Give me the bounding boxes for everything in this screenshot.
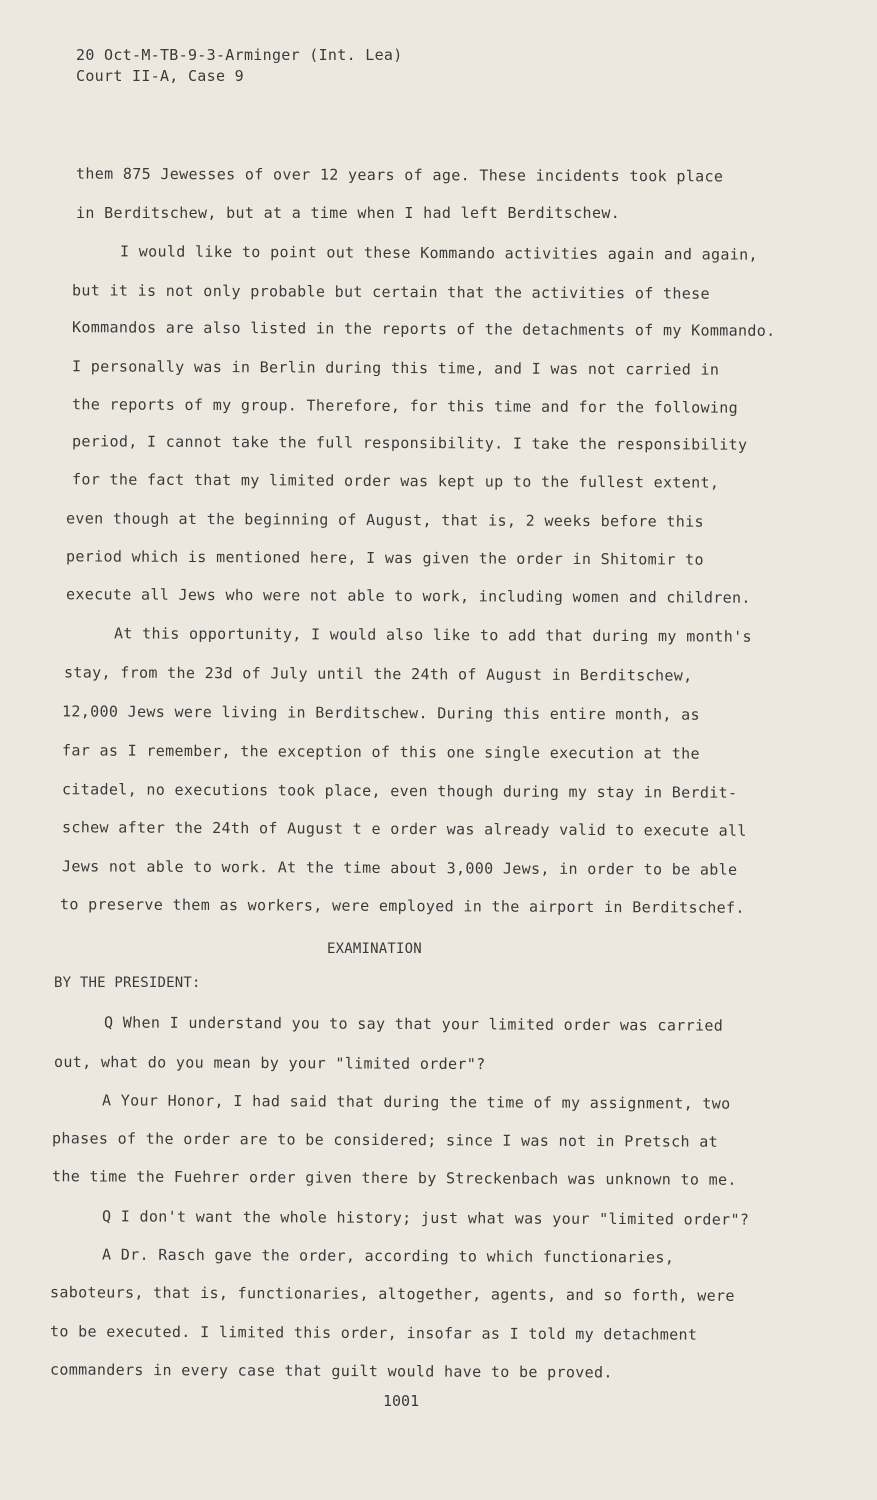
body-line: period, I cannot take the full responsibility. I take the responsibility: [71, 432, 748, 454]
body-line: At this opportunity, I would also like to add that during my month's: [113, 624, 752, 646]
body-line: stay, from the 23d of July until the 24th of August in Berditschew,: [63, 663, 693, 685]
by-the-president-heading: BY THE PRESIDENT:: [54, 975, 201, 991]
body-line: I personally was in Berlin during this time, and I was not carried in: [71, 357, 720, 379]
qa-line: the time the Fuehrer order given there by Streckenbach was unknown to me.: [51, 1167, 737, 1189]
qa-line: out, what do you mean by your "limited order"?: [53, 1052, 486, 1074]
body-line: the reports of my group. Therefore, for this time and for the following: [71, 395, 739, 417]
qa-line: phases of the order are to be considered; since I was not in Pretsch at: [51, 1129, 719, 1151]
body-line: Jews not able to work. At the time about 3,000 Jews, in order to be able: [61, 857, 738, 879]
examination-heading: EXAMINATION: [327, 941, 422, 957]
body-line: Kommandos are also listed in the reports of the detachments of my Kommando.: [71, 318, 776, 340]
body-line: far as I remember, the exception of this one single execution at the: [61, 741, 700, 763]
body-line: I would like to point out these Kommando activities again and again,: [119, 242, 758, 264]
qa-line: A Your Honor, I had said that during the time of my assignment, two: [101, 1091, 731, 1113]
qa-line: commanders in every case that guilt would have to be proved.: [49, 1360, 613, 1382]
body-line: for the fact that my limited order was kept up to the fullest extent,: [71, 470, 720, 492]
body-line: to preserve them as workers, were employed in the airport in Berditschef.: [59, 895, 745, 917]
qa-line: to be executed. I limited this order, insofar as I told my detachment: [49, 1322, 698, 1344]
body-line: in Berditschew, but at a time when I had left Berditschew.: [76, 204, 621, 222]
body-line: period which is mentioned here, I was given the order in Shitomir to: [65, 547, 704, 569]
body-line: execute all Jews who were not able to work, including women and children.: [65, 585, 751, 607]
qa-line: Q When I understand you to say that your limited order was carried: [103, 1013, 724, 1035]
qa-line: A Dr. Rasch gave the order, according to which functionaries,: [101, 1245, 675, 1267]
page-number: 1001: [383, 1392, 420, 1410]
body-line: even though at the beginning of August, that is, 2 weeks before this: [65, 509, 704, 531]
body-line: schew after the 24th of August t e order was already valid to execute all: [61, 818, 747, 840]
body-line: 12,000 Jews were living in Berditschew. During this entire month, as: [61, 702, 700, 724]
qa-line: Q I don't want the whole history; just what was your "limited order"?: [101, 1207, 750, 1229]
body-line: them 875 Jewesses of over 12 years of age. These incidents took place: [75, 164, 724, 186]
qa-line: saboteurs, that is, functionaries, altogether, agents, and so forth, were: [49, 1283, 735, 1305]
court-case-label: Court II-A, Case 9: [76, 67, 244, 85]
body-line: but it is not only probable but certain that the activities of these: [71, 281, 710, 303]
body-line: citadel, no executions took place, even though during my stay in Berdit-: [61, 780, 738, 802]
document-reference: 20 Oct-M-TB-9-3-Arminger (Int. Lea): [76, 46, 403, 64]
